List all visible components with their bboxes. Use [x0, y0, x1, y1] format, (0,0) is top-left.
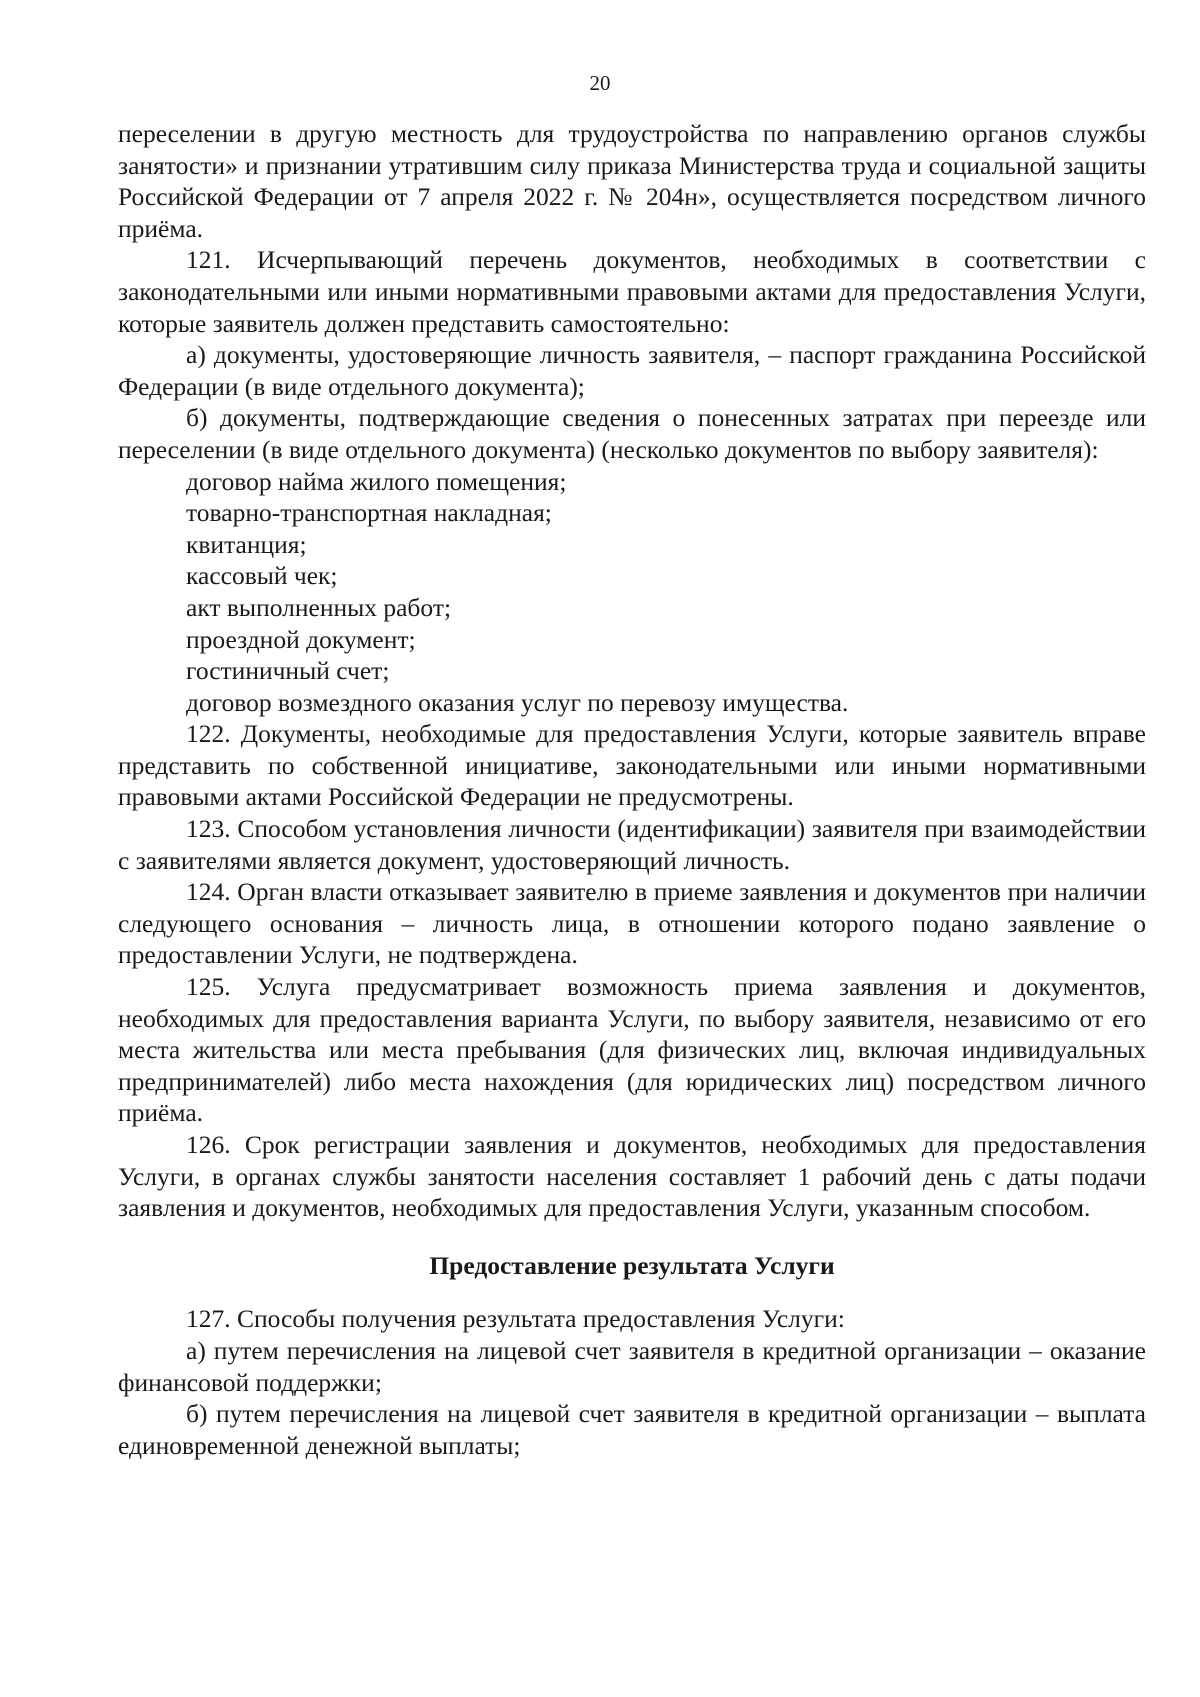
paragraph-127: 127. Способы получения результата предоставления Услуги: — [186, 1304, 845, 1334]
paragraph-continuation: переселении в другую местность для трудоустройства по направлению органов службы занятости» и признании утратившим силу приказа Министерства труда и социальной защиты Российской Федерации от 7 апреля 2022 г. № 204н», осуществляется посредством личного приёма. — [118, 119, 1146, 243]
paragraph-125: 125. Услуга предусматривает возможность приема заявления и документов, необходимых для предоставления варианта Услуги, по выбору заявителя, независимо от его места жительства или места пребывания (для физических лиц, включая индивидуальных предпринимателей) либо места нахождения (для юридических лиц) посредством личного приёма. — [118, 972, 1146, 1128]
section-heading: Предоставление результата Услуги — [429, 1250, 835, 1280]
page-number: 20 — [589, 71, 611, 95]
paragraph-121: 121. Исчерпывающий перечень документов, необходимых в соответствии с законодательными или иными нормативными правовыми актами для предоставления Услуги, которые заявитель должен представить самостоятельно: — [118, 245, 1146, 338]
list-item: товарно-транспортная накладная; — [186, 498, 552, 528]
paragraph-126: 126. Срок регистрации заявления и документов, необходимых для предоставления Услуги, в органах службы занятости населения составляет 1 рабочий день с даты подачи заявления и документов, необходимых для предоставления Услуги, указанным способом. — [118, 1130, 1146, 1223]
document-body — [118, 118, 1146, 1461]
paragraph-123: 123. Способом установления личности (идентификации) заявителя при взаимодействии с заявителями является документ, удостоверяющий личность. — [118, 814, 1146, 875]
list-item: договор найма жилого помещения; — [186, 466, 567, 496]
paragraph-122: 122. Документы, необходимые для предоставления Услуги, которые заявитель вправе представить по собственной инициативе, законодательными или иными нормативными правовыми актами Российской Федерации не предусмотрены. — [118, 719, 1146, 812]
list-item: гостиничный счет; — [186, 656, 390, 686]
paragraph-121-b: б) документы, подтверждающие сведения о понесенных затратах при переезде или переселении (в виде отдельного документа) (несколько документов по выбору заявителя): — [118, 403, 1146, 464]
list-item: акт выполненных работ; — [186, 592, 452, 622]
paragraph-121-a: а) документы, удостоверяющие личность заявителя, – паспорт гражданина Российской Федерации (в виде отдельного документа); — [118, 340, 1146, 401]
list-item: квитанция; — [186, 529, 307, 559]
list-item: проездной документ; — [186, 624, 416, 654]
list-item: договор возмездного оказания услуг по перевозу имущества. — [186, 687, 849, 717]
paragraph-127-a: а) путем перечисления на лицевой счет заявителя в кредитной организации – оказание финансовой поддержки; — [118, 1335, 1146, 1397]
paragraph-127-b: б) путем перечисления на лицевой счет заявителя в кредитной организации – выплата единовременной денежной выплаты; — [118, 1399, 1146, 1460]
paragraph-124: 124. Орган власти отказывает заявителю в приеме заявления и документов при наличии следующего основания – личность лица, в отношении которого подано заявление о предоставлении Услуги, не подтверждена. — [118, 877, 1146, 970]
list-item: кассовый чек; — [186, 561, 338, 591]
